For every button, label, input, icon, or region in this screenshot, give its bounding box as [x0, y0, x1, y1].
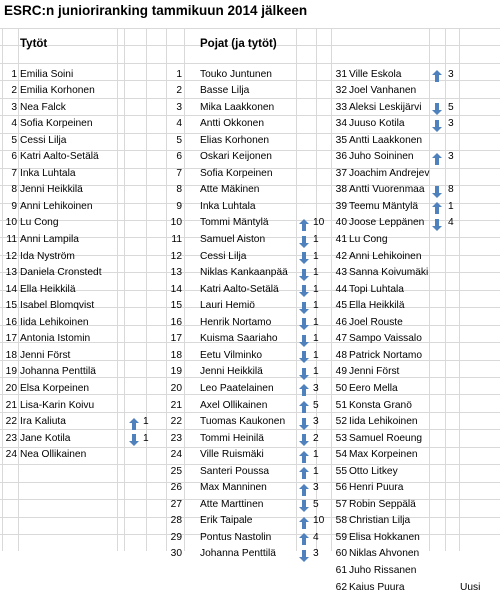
boys-row-name: Samuel Roeung [349, 432, 423, 444]
boys-row-name: Otto Litkey [349, 465, 398, 477]
girls-row-name: Anni Lampila [20, 234, 79, 245]
boys-row-name: Eetu Vilminko [200, 349, 263, 361]
boys-row-name: Basse Lilja [200, 85, 250, 97]
boys-row-name: Joel Vanhanen [349, 85, 417, 97]
boys-row-name: Jenni Heikkilä [200, 366, 263, 378]
boys-row-rank: 58 [335, 515, 347, 527]
boys-row-name: Niklas Kankaanpää [200, 267, 288, 279]
boys-row-name: Joel Rouste [349, 316, 403, 328]
boys-row-name: Katri Aalto-Setälä [200, 283, 279, 295]
boys-row-name: Joose Leppänen [349, 217, 425, 229]
boys-row-rank: 43 [335, 267, 347, 279]
boys-row-name: Antti Laakkonen [349, 134, 423, 146]
boys-row-name: Ville Eskola [349, 68, 402, 80]
boys-row-rank-change: 3 [313, 416, 319, 428]
arrow-down-icon [432, 102, 442, 114]
boys-row-rank: 47 [335, 333, 347, 345]
girls-row-rank: 14 [5, 283, 17, 295]
boys-row-rank-change: 1 [313, 316, 319, 328]
boys-row-name: Juho Rissanen [349, 565, 417, 576]
boys-row-rank: 10 [170, 217, 182, 229]
arrow-up-icon [299, 450, 309, 462]
boys-row-name: Kaius Puura [349, 581, 405, 593]
boys-row-rank: 12 [170, 250, 182, 262]
girls-row-name: Ira Kaliuta [20, 416, 66, 428]
girls-row-rank: 2 [11, 85, 17, 97]
boys-row-name: Atte Mäkinen [200, 184, 260, 196]
boys-row-name: Kuisma Saariaho [200, 333, 278, 345]
girls-row-name: Katri Aalto-Setälä [20, 151, 99, 163]
arrow-down-icon [299, 350, 309, 362]
girls-row-rank: 7 [11, 167, 17, 179]
arrow-up-icon [299, 466, 309, 478]
boys-row-rank-change: 3 [313, 382, 319, 394]
girls-row-name: Ida Nyström [20, 250, 75, 262]
boys-row-rank-change: 1 [313, 300, 319, 312]
arrow-down-icon [299, 433, 309, 445]
girls-row-name: Nea Falck [20, 101, 66, 113]
arrow-down-icon [299, 235, 309, 247]
girls-row-rank: 1 [11, 68, 17, 80]
boys-row-rank: 30 [170, 548, 182, 560]
girls-row-name: Jenni Heikkilä [20, 184, 83, 196]
arrow-up-icon [299, 532, 309, 544]
boys-row-name: Iida Lehikoinen [349, 416, 418, 428]
girls-row-rank: 24 [5, 449, 17, 461]
boys-row-rank-change: 8 [448, 184, 454, 196]
boys-row-name: Sampo Vaissalo [349, 333, 422, 345]
girls-row-rank: 12 [5, 250, 17, 262]
boys-row-rank: 4 [176, 118, 182, 130]
arrow-up-icon [299, 516, 309, 528]
boys-row-name: Aleksi Leskijärvi [349, 101, 422, 113]
boys-row-name: Sanna Koivumäki [349, 267, 429, 279]
arrow-up-icon [432, 201, 442, 213]
boys-row-rank-change: 1 [313, 349, 319, 361]
girls-row-rank: 11 [6, 234, 17, 245]
girls-row-name: Jenni Först [20, 349, 71, 361]
girls-row-rank: 17 [5, 333, 17, 345]
boys-row-rank: 25 [170, 465, 182, 477]
arrow-down-icon [299, 367, 309, 379]
boys-row-name: Pontus Nastolin [200, 531, 272, 543]
boys-row-name: Joachim Andrejev [349, 167, 430, 179]
boys-row-rank: 51 [335, 399, 347, 411]
boys-row-rank: 6 [176, 151, 182, 163]
boys-row-name: Santeri Poussa [200, 465, 270, 477]
boys-row-name: Mika Laakkonen [200, 101, 275, 113]
boys-row-name: Tommi Mäntylä [200, 217, 269, 229]
arrow-up-icon [299, 483, 309, 495]
boys-row-rank-change: 5 [448, 101, 454, 113]
boys-row-rank-change: 5 [313, 399, 319, 411]
arrow-down-icon [129, 433, 139, 445]
boys-row-name: Jenni Först [349, 366, 400, 378]
boys-row-rank: 39 [335, 200, 347, 212]
girls-row-name: Johanna Penttilä [20, 366, 96, 378]
boys-row-name: Konsta Granö [349, 399, 412, 411]
girls-row-name: Jane Kotila [20, 432, 71, 444]
boys-row-rank: 19 [170, 366, 182, 378]
arrow-up-icon [432, 152, 442, 164]
boys-row-rank: 13 [170, 267, 182, 279]
boys-row-rank: 44 [335, 283, 347, 295]
boys-row-rank: 37 [335, 167, 347, 179]
boys-row-rank-change: 3 [448, 151, 454, 163]
girls-row-name: Emilia Soini [20, 68, 74, 80]
boys-row-rank: 1 [176, 68, 182, 80]
boys-row-name: Johanna Penttilä [200, 548, 276, 560]
girls-row-rank: 22 [5, 416, 17, 428]
boys-row-rank: 5 [176, 134, 182, 146]
girls-row-rank: 9 [11, 200, 17, 212]
boys-row-name: Antti Vuorenmaa [349, 184, 425, 196]
boys-row-name: Samuel Aiston [200, 234, 266, 245]
boys-row-name: Patrick Nortamo [349, 349, 423, 361]
boys-row-name: Juho Soininen [349, 151, 414, 163]
girls-row-rank-change: 1 [143, 416, 149, 428]
boys-row-name: Henri Puura [349, 482, 404, 494]
girls-column-header: Tytöt [20, 38, 48, 50]
boys-row-rank: 20 [170, 382, 182, 394]
girls-row-rank: 20 [5, 382, 17, 394]
boys-row-rank-change: 10 [313, 515, 325, 527]
girls-row-name: Antonia Istomin [20, 333, 91, 345]
arrow-up-icon [432, 69, 442, 81]
boys-row-rank: 56 [335, 482, 347, 494]
boys-row-name: Cessi Lilja [200, 250, 247, 262]
boys-row-name: Lu Cong [349, 234, 388, 245]
boys-row-rank-change: 1 [313, 366, 319, 378]
boys-row-rank: 57 [335, 498, 347, 510]
boys-row-rank: 50 [335, 382, 347, 394]
boys-row-name: Henrik Nortamo [200, 316, 272, 328]
arrow-up-icon [299, 218, 309, 230]
boys-row-rank: 22 [170, 416, 182, 428]
girls-row-rank: 4 [11, 118, 17, 130]
boys-row-rank: 18 [170, 349, 182, 361]
boys-row-rank: 2 [176, 85, 182, 97]
boys-row-rank: 36 [335, 151, 347, 163]
boys-row-rank: 55 [335, 465, 347, 477]
boys-row-name: Christian Lilja [349, 515, 411, 527]
girls-row-name: Iida Lehikoinen [20, 316, 89, 328]
boys-row-name: Antti Okkonen [200, 118, 264, 130]
girls-row-name: Elsa Korpeinen [20, 382, 90, 394]
boys-row-rank: 45 [335, 300, 347, 312]
boys-row-name: Niklas Ahvonen [349, 548, 420, 560]
boys-row-rank-change: 1 [313, 250, 319, 262]
boys-row-rank: 14 [170, 283, 182, 295]
girls-row-name: Nea Ollikainen [20, 449, 87, 461]
boys-row-rank: 7 [176, 167, 182, 179]
boys-row-name: Oskari Keijonen [200, 151, 272, 163]
girls-row-name: Ella Heikkilä [20, 283, 76, 295]
boys-row-rank: 16 [170, 316, 182, 328]
boys-row-name: Ville Ruismäki [200, 449, 264, 461]
boys-row-rank: 52 [335, 416, 347, 428]
boys-row-name: Touko Juntunen [200, 68, 272, 80]
boys-row-name: Max Korpeinen [349, 449, 418, 461]
boys-row-rank-change: 1 [448, 200, 454, 212]
arrow-down-icon [299, 284, 309, 296]
boys-row-rank: 3 [176, 101, 182, 113]
boys-row-rank: 60 [335, 548, 347, 560]
boys-row-rank: 15 [170, 300, 182, 312]
girls-row-rank: 5 [11, 134, 17, 146]
arrow-down-icon [299, 317, 309, 329]
boys-row-name: Elias Korhonen [200, 134, 270, 146]
boys-row-rank: 21 [170, 399, 182, 411]
boys-row-rank: 49 [335, 366, 347, 378]
boys-row-name: Inka Luhtala [200, 200, 256, 212]
boys-row-name: Sofia Korpeinen [200, 167, 273, 179]
boys-row-rank: 32 [335, 85, 347, 97]
boys-row-rank: 29 [170, 531, 182, 543]
girls-row-name: Daniela Cronstedt [20, 267, 102, 279]
arrow-up-icon [129, 417, 139, 429]
girls-row-rank: 3 [11, 101, 17, 113]
arrow-down-icon [432, 119, 442, 131]
girls-row-rank: 19 [5, 366, 17, 378]
boys-row-rank: 24 [170, 449, 182, 461]
boys-row-rank: 33 [335, 101, 347, 113]
boys-row-name: Anni Lehikoinen [349, 250, 422, 262]
boys-row-rank-change: 4 [448, 217, 454, 229]
boys-row-rank: 9 [176, 200, 182, 212]
girls-row-name: Isabel Blomqvist [20, 300, 95, 312]
arrow-down-icon [299, 301, 309, 313]
boys-row-rank-change: 1 [313, 234, 319, 245]
girls-row-rank-change: 1 [143, 432, 149, 444]
boys-row-rank: 8 [176, 184, 182, 196]
girls-row-name: Inka Luhtala [20, 167, 76, 179]
arrow-down-icon [299, 417, 309, 429]
boys-row-rank: 27 [170, 498, 182, 510]
girls-row-rank: 8 [11, 184, 17, 196]
boys-row-rank: 48 [335, 349, 347, 361]
girls-row-rank: 18 [5, 349, 17, 361]
boys-row-rank-change: 10 [313, 217, 325, 229]
boys-row-rank: 35 [335, 134, 347, 146]
boys-row-rank: 42 [335, 250, 347, 262]
boys-row-rank-change: 1 [313, 283, 319, 295]
boys-row-name: Ella Heikkilä [349, 300, 405, 312]
boys-row-name: Juuso Kotila [349, 118, 405, 130]
boys-row-rank-change: 1 [313, 267, 319, 279]
boys-row-rank-change: 1 [313, 465, 319, 477]
arrow-up-icon [299, 383, 309, 395]
girls-row-rank: 10 [5, 217, 17, 229]
boys-row-name: Tommi Heinilä [200, 432, 264, 444]
girls-row-name: Lu Cong [20, 217, 59, 229]
girls-row-rank: 16 [5, 316, 17, 328]
boys-row-rank: 26 [170, 482, 182, 494]
boys-row-rank: 46 [335, 316, 347, 328]
arrow-up-icon [299, 400, 309, 412]
boys-row-rank-change: 3 [313, 482, 319, 494]
girls-row-rank: 13 [5, 267, 17, 279]
boys-row-name: Axel Ollikainen [200, 399, 268, 411]
arrow-down-icon [299, 499, 309, 511]
girls-row-rank: 21 [5, 399, 17, 411]
girls-row-name: Anni Lehikoinen [20, 200, 93, 212]
boys-row-rank-change: 1 [313, 449, 319, 461]
boys-row-name: Max Manninen [200, 482, 267, 494]
girls-row-rank: 15 [5, 300, 17, 312]
boys-row-rank-change: 3 [313, 548, 319, 560]
girls-row-rank: 6 [11, 151, 17, 163]
boys-row-name: Elisa Hokkanen [349, 531, 420, 543]
girls-row-rank: 23 [5, 432, 17, 444]
arrow-down-icon [299, 251, 309, 263]
boys-row-rank: 17 [170, 333, 182, 345]
boys-row-rank: 61 [335, 565, 347, 576]
boys-row-rank-change: 5 [313, 498, 319, 510]
boys-row-rank: 59 [335, 531, 347, 543]
girls-row-name: Cessi Lilja [20, 134, 67, 146]
boys-row-rank-change: 3 [448, 118, 454, 130]
boys-row-name: Topi Luhtala [349, 283, 404, 295]
boys-row-rank-change: 1 [313, 333, 319, 345]
boys-row-rank-change: 2 [313, 432, 319, 444]
boys-row-name: Robin Seppälä [349, 498, 416, 510]
boys-row-name: Atte Marttinen [200, 498, 264, 510]
arrow-down-icon [432, 218, 442, 230]
boys-row-rank: 31 [335, 68, 347, 80]
arrow-down-icon [299, 334, 309, 346]
boys-row-rank-change: 4 [313, 531, 319, 543]
arrow-down-icon [299, 268, 309, 280]
boys-row-rank: 11 [171, 234, 182, 245]
boys-row-new-tag: Uusi [460, 581, 481, 593]
arrow-down-icon [432, 185, 442, 197]
boys-row-rank: 62 [335, 581, 347, 593]
boys-row-name: Teemu Mäntylä [349, 200, 419, 212]
boys-row-rank: 38 [335, 184, 347, 196]
boys-row-rank: 40 [335, 217, 347, 229]
boys-row-name: Leo Paatelainen [200, 382, 274, 394]
boys-column-header: Pojat (ja tytöt) [200, 38, 277, 50]
girls-row-name: Lisa-Karin Koivu [20, 399, 95, 411]
boys-row-rank: 34 [335, 118, 347, 130]
boys-row-rank: 23 [170, 432, 182, 444]
boys-row-name: Tuomas Kaukonen [200, 416, 286, 428]
boys-row-name: Lauri Hemiö [200, 300, 255, 312]
boys-row-rank: 41 [335, 234, 347, 245]
boys-row-name: Erik Taipale [200, 515, 253, 527]
boys-row-rank: 54 [335, 449, 347, 461]
girls-row-name: Emilia Korhonen [20, 85, 95, 97]
boys-row-rank: 53 [335, 432, 347, 444]
boys-row-name: Eero Mella [349, 382, 398, 394]
page-title: ESRC:n junioriranking tammikuun 2014 jälkeen [4, 3, 308, 18]
girls-row-name: Sofia Korpeinen [20, 118, 93, 130]
boys-row-rank: 28 [170, 515, 182, 527]
boys-row-rank-change: 3 [448, 68, 454, 80]
